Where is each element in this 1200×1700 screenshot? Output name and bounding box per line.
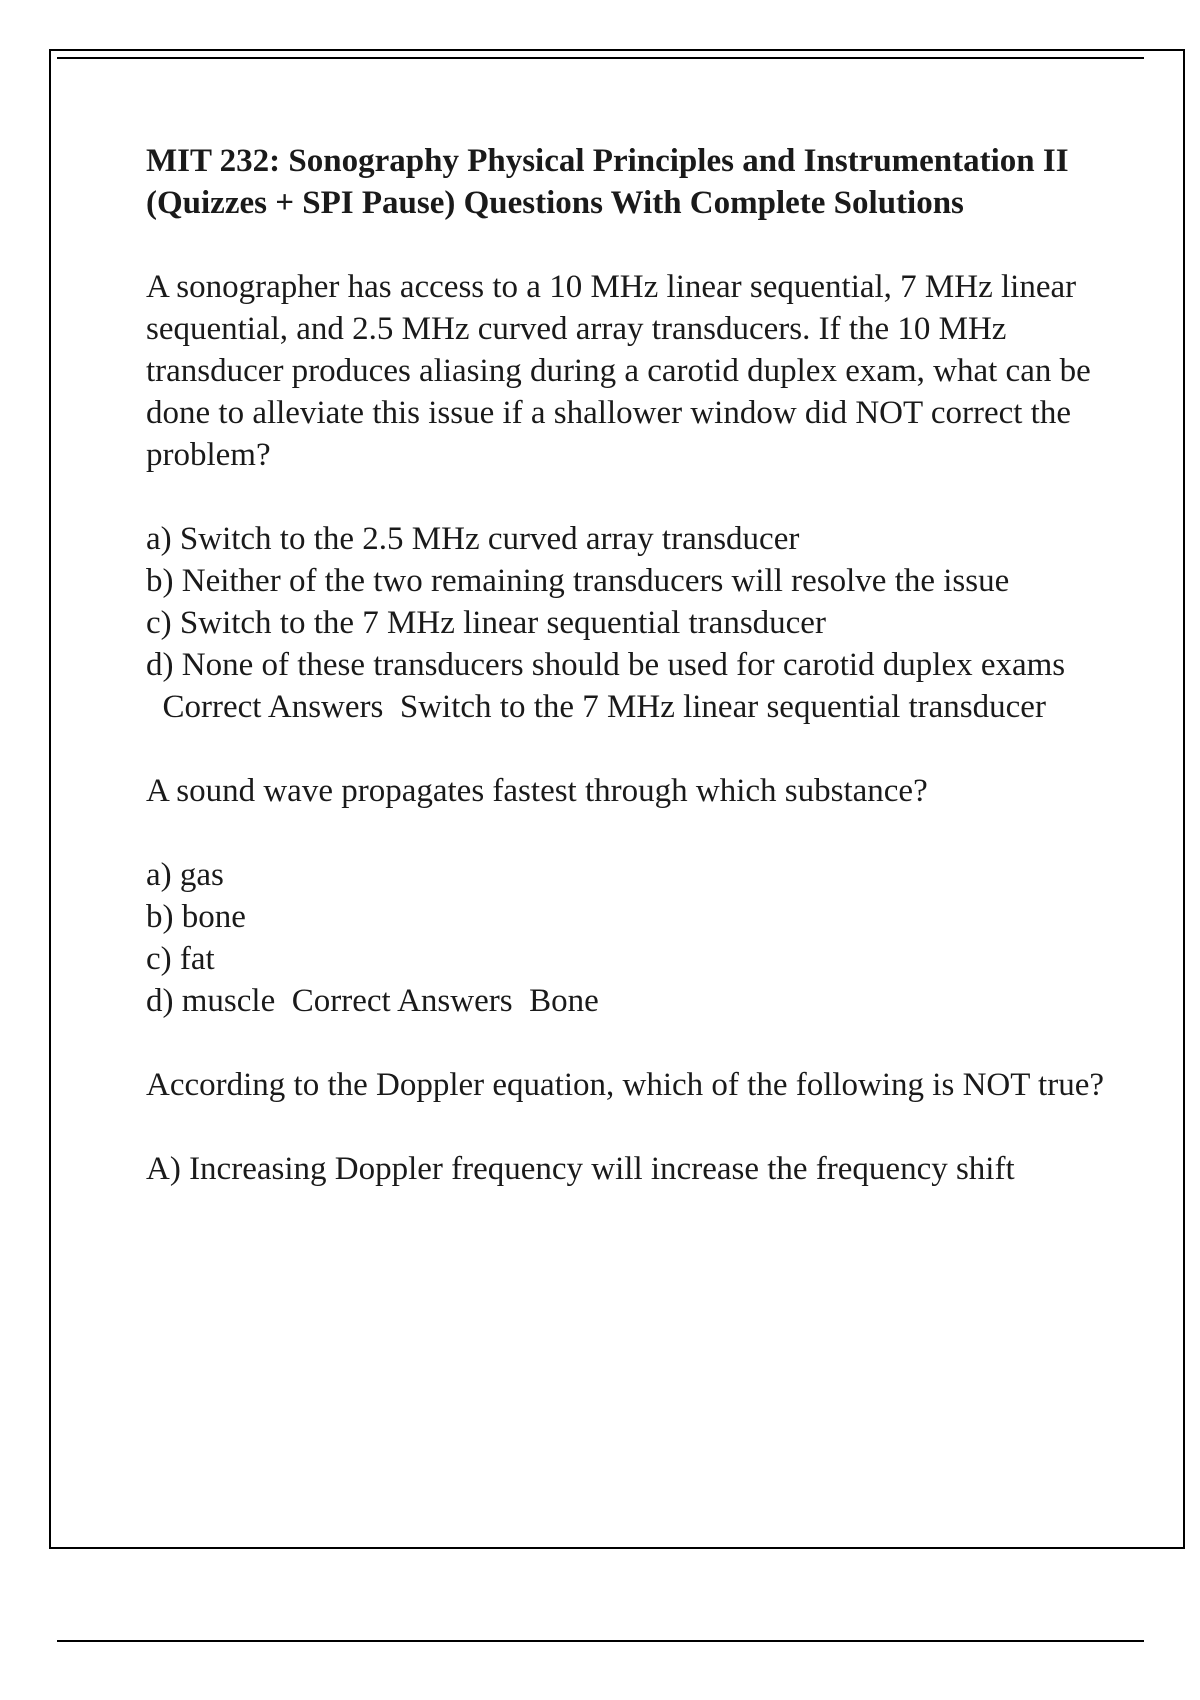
answer-text: Switch to the 7 MHz linear sequential transducer	[399, 689, 1046, 725]
answer-label: Correct Answers	[162, 689, 384, 725]
footer-rule	[57, 1640, 1144, 1642]
option-item-with-answer	[146, 980, 1106, 1022]
option-text: d) None of these transducers should be used for carotid duplex exams	[146, 647, 1066, 683]
document-title: MIT 232: Sonography Physical Principles and Instrumentation II (Quizzes + SPI Pause) Questions With Complete Solutions	[146, 143, 1069, 221]
answer-label: Correct Answers	[291, 983, 513, 1019]
question-2-text: A sound wave propagates fastest through which substance?	[146, 773, 928, 809]
answer-text: Bone	[529, 983, 599, 1019]
option-item: a) gas	[146, 857, 224, 893]
question-1-text: A sonographer has access to a 10 MHz linear sequential, 7 MHz linear sequential, and 2.5 MHz curved array transducers. If the 10 MHz transducer produces aliasing during a carotid duplex exam, what can be done to alleviate this issue if a shallower window did NOT correct the problem?	[146, 269, 1091, 473]
option-item: a) Switch to the 2.5 MHz curved array transducer	[146, 521, 800, 557]
question-3-text: According to the Doppler equation, which of the following is NOT true?	[146, 1067, 1104, 1103]
question-3-options	[146, 1148, 1106, 1190]
option-text: d) muscle	[146, 983, 276, 1019]
option-item: c) fat	[146, 941, 215, 977]
option-item: b) bone	[146, 899, 246, 935]
header-rule	[57, 57, 1144, 59]
option-item: A) Increasing Doppler frequency will increase the frequency shift	[146, 1151, 1015, 1187]
option-item: c) Switch to the 7 MHz linear sequential transducer	[146, 605, 826, 641]
option-item: b) Neither of the two remaining transducers will resolve the issue	[146, 563, 1010, 599]
question-1-options	[146, 518, 1106, 728]
option-item-with-answer	[146, 644, 1106, 728]
document-body	[146, 140, 1106, 1232]
question-2-options	[146, 854, 1106, 1022]
